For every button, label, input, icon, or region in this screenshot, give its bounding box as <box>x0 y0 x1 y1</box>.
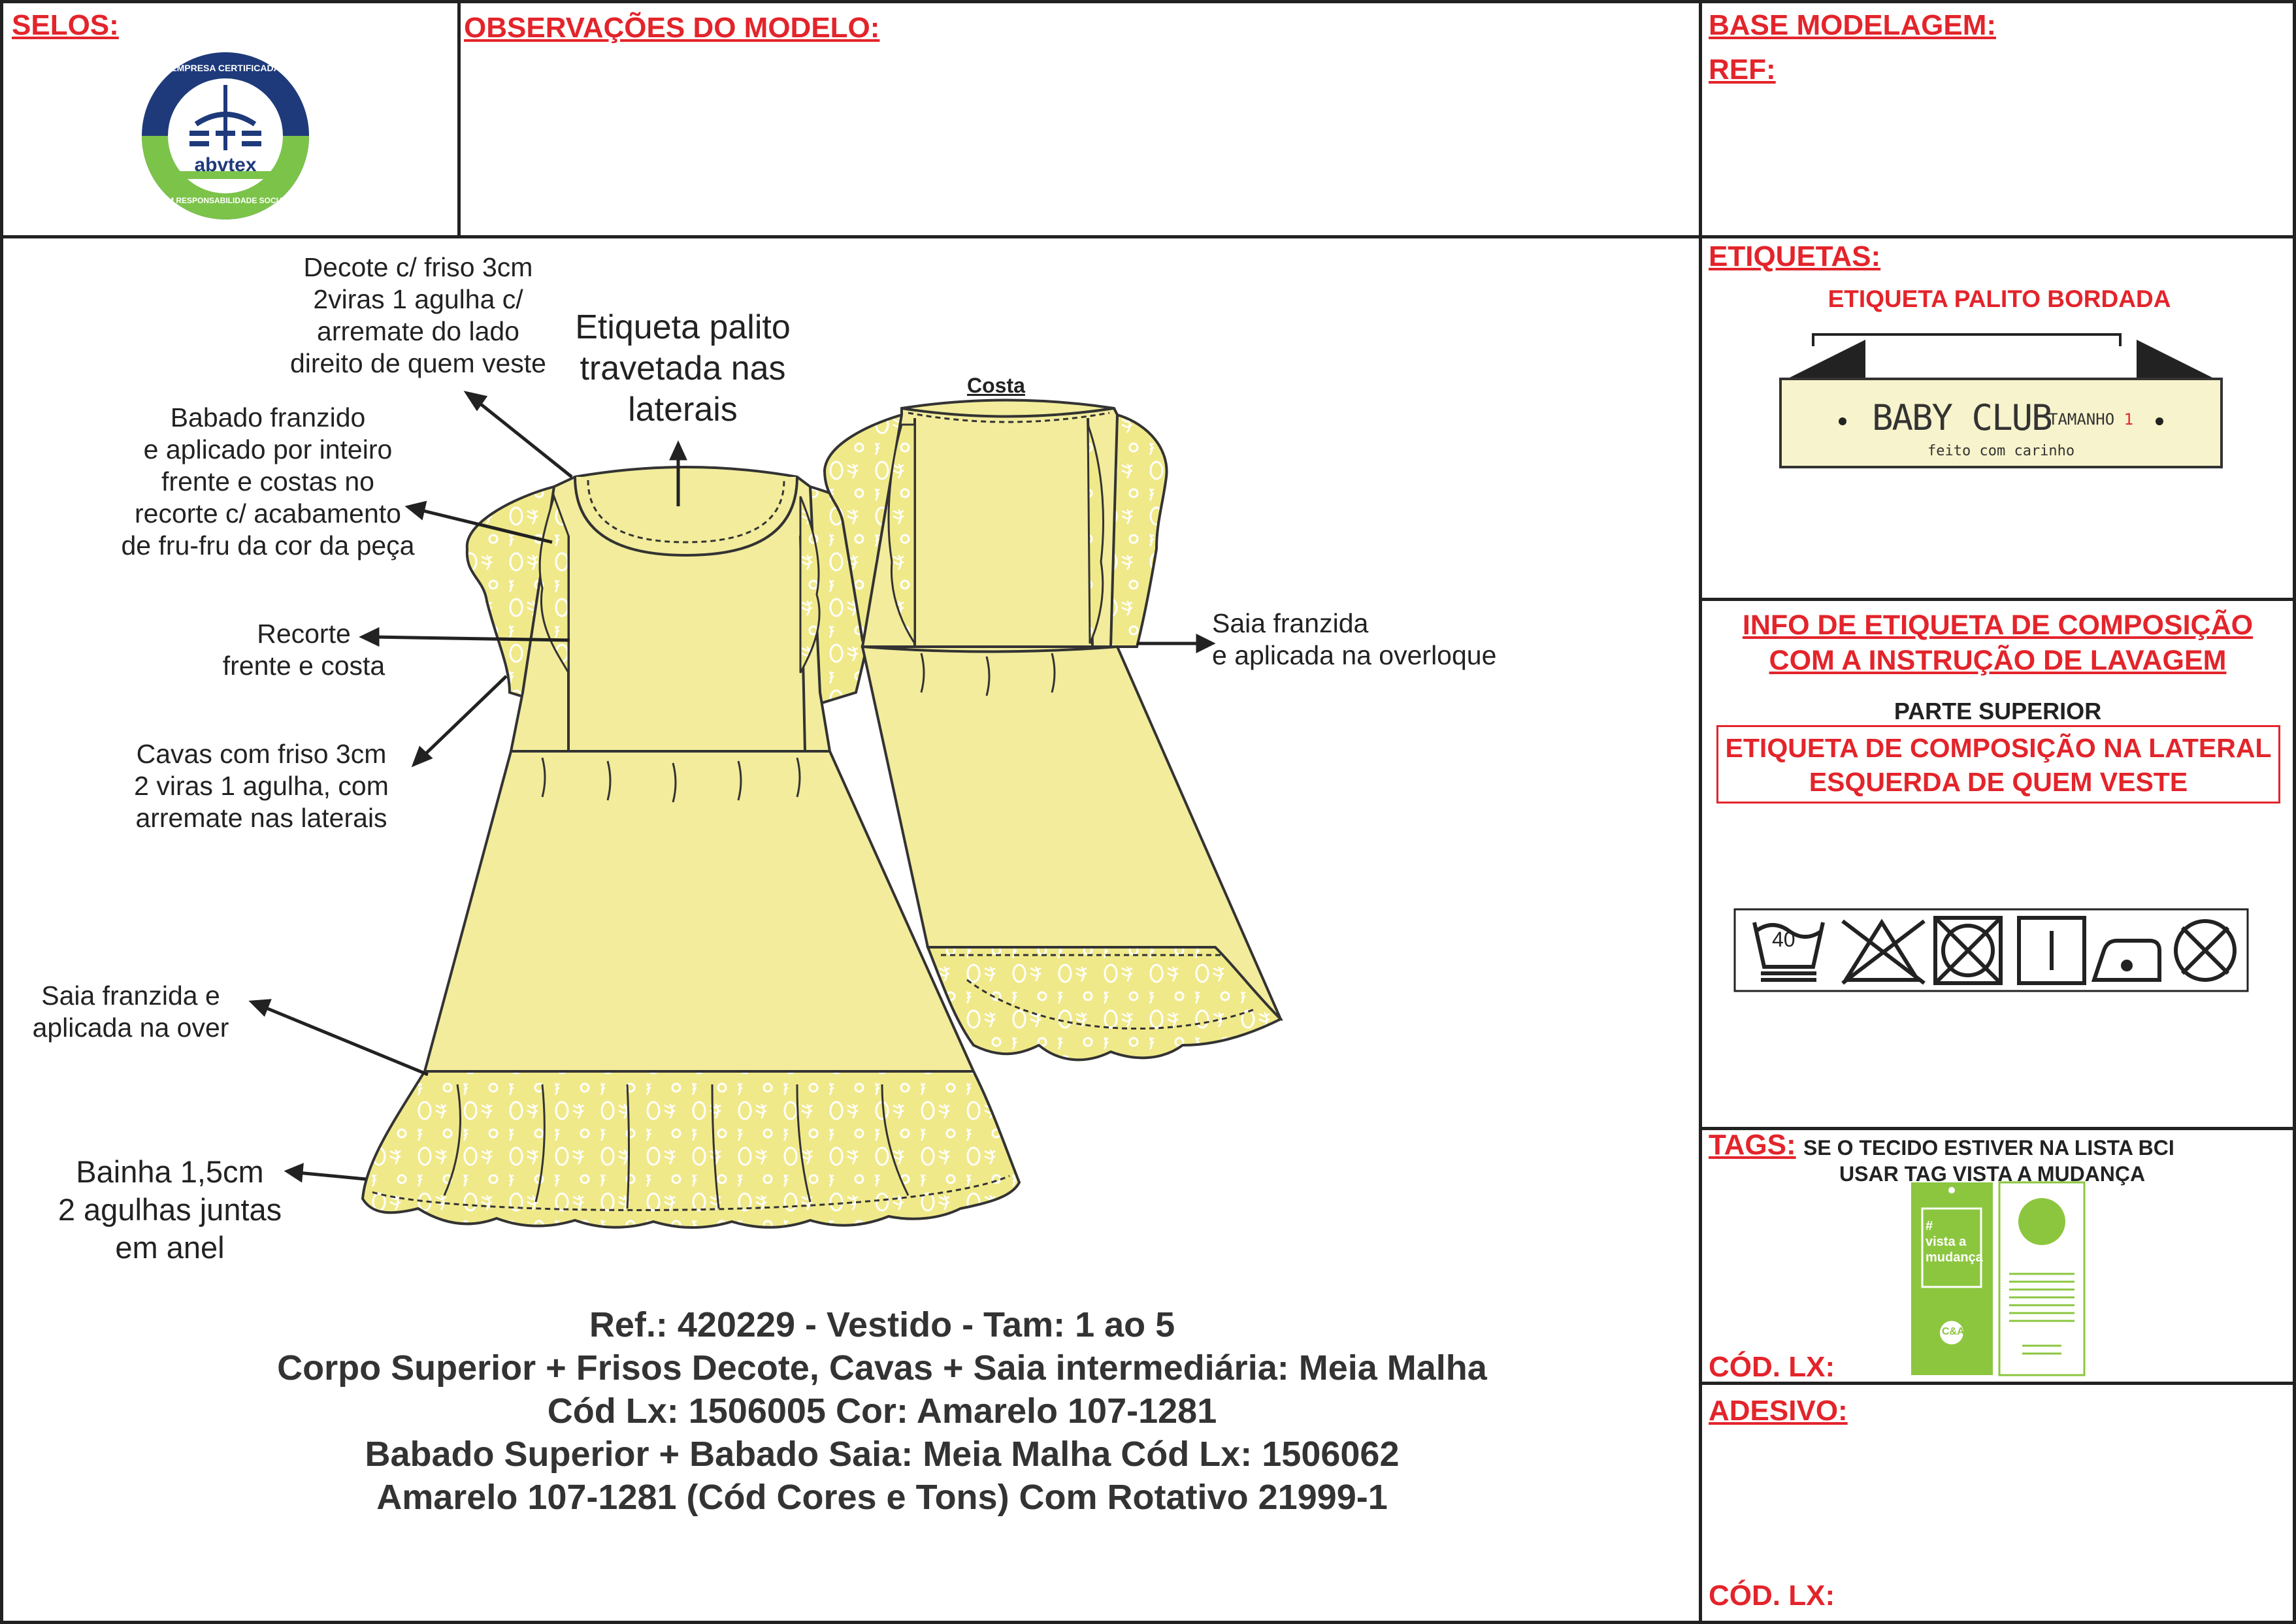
annotation-saia-overloque: Saia franzida e aplicada na overloque <box>1212 608 1497 670</box>
composicao-title: INFO DE ETIQUETA DE COMPOSIÇÃO COM A INSTRUÇÃO DE LAVAGEM <box>1742 609 2254 676</box>
tags-title: TAGS: <box>1709 1129 1796 1161</box>
etiquetas-title: ETIQUETAS: <box>1709 240 1881 272</box>
annotation-cavas: Cavas com friso 3cm 2 viras 1 agulha, com arremate nas laterais <box>134 739 389 833</box>
seal-ring-bottom-text: EM RESPONSABILIDADE SOCIAL <box>161 196 289 205</box>
composicao-box: ETIQUETA DE COMPOSIÇÃO NA LATERAL ESQUERDA DE QUEM VESTE <box>1716 725 2280 804</box>
care-icons-strip <box>1735 909 2248 991</box>
tags-cod-lx: CÓD. LX: <box>1709 1351 1835 1383</box>
spec-text-block: Ref.: 420229 - Vestido - Tam: 1 ao 5 Corpo Superior + Frisos Decote, Cavas + Saia intermediária: Meia Malha Cód Lx: 1506005 Cor: Amarelo 107-1281 Babado Superior + Babado Saia: Meia Malha Cód Lx: 1506062 Amarelo 107-1281 (Cód Cores e Tons) Com Rotativo 21999-1 <box>277 1305 1487 1517</box>
annotation-bainha: Bainha 1,5cm 2 agulhas juntas em anel <box>57 1154 282 1265</box>
abvtex-seal-logo <box>142 52 309 219</box>
annotation-decote: Decote c/ friso 3cm 2viras 1 agulha c/ arremate do lado direito de quem veste <box>289 252 546 378</box>
tag-brand: C&A <box>1942 1326 1965 1337</box>
annotation-etiqueta-palito: Etiqueta palito travetada nas laterais <box>575 308 791 429</box>
seal-brand: abvtex <box>194 154 257 176</box>
adesivo-title: ADESIVO: <box>1709 1395 1848 1427</box>
annotation-costa: Costa <box>967 374 1025 397</box>
label-tagline: feito com carinho <box>1927 443 2075 459</box>
label-size-text: TAMANHO 1 <box>2048 410 2134 429</box>
tag-text: # vista a mudança <box>1926 1219 1983 1265</box>
adesivo-cod-lx: CÓD. LX: <box>1709 1580 1835 1612</box>
selos-title: SELOS: <box>12 9 119 41</box>
annotation-saia-over: Saia franzida e aplicada na over <box>32 981 229 1043</box>
etiquetas-subtitle: ETIQUETA PALITO BORDADA <box>1828 285 2171 312</box>
wash-temp: 40 <box>1772 928 1796 951</box>
ref-title: REF: <box>1709 54 1776 86</box>
no-tumble-dry-icon <box>1935 918 2001 983</box>
vista-a-mudanca-tag <box>1911 1182 2084 1375</box>
observacoes-title: OBSERVAÇÕES DO MODELO: <box>464 12 880 44</box>
parte-superior: PARTE SUPERIOR <box>1894 698 2102 724</box>
base-modelagem-title: BASE MODELAGEM: <box>1709 9 1996 41</box>
seal-ring-top-text: EMPRESA CERTIFICADA <box>171 63 280 73</box>
annotation-babado: Babado franzido e aplicado por inteiro frente e costas no recorte c/ acabamento de fru-fru da cor da peça <box>121 402 415 560</box>
label-brand-text: BABY CLUB <box>1872 397 2052 438</box>
annotation-recorte: Recorte frente e costa <box>222 619 385 681</box>
tags-note: SE O TECIDO ESTIVER NA LISTA BCI USAR TAG VISTA A MUDANÇA <box>1803 1136 2174 1186</box>
